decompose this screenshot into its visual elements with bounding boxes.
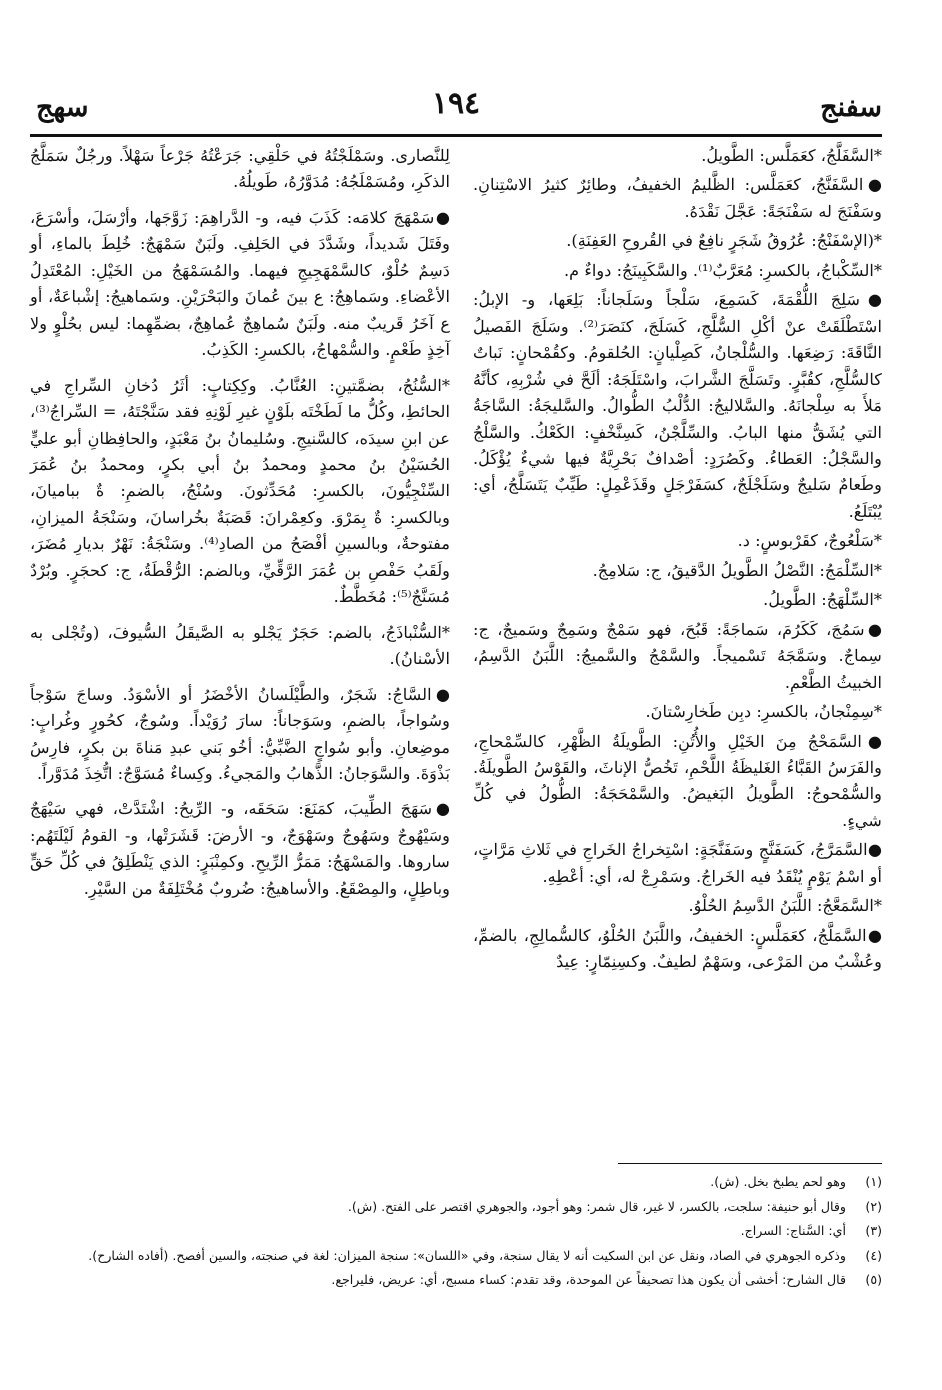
entry-silmaj: *السِّلْمَجُ: النَّصْلُ الطَّويلُ الدَّقيقُ، ج: سَلامِجُ.	[592, 560, 882, 580]
footnotes	[60, 1170, 882, 1293]
entry-samuj: ●سَمُجَ، كَكَرُمَ، سَماجَةً: قَبُحَ، فهو سَمْجٌ وسَمِجٌ وسَميجٌ، ج: سِماجٌ. وسَمَّجَهُ تَسْميجاً. والسَّمْجُ والسَّميجُ: اللَّبَنُ الدَّسِمُ، الخبيثُ الطَّعْمِ.	[473, 619, 882, 692]
entry-sahaj: ●سَهَجَ الطِّيبَ، كمَنَعَ: سَحَقَه، و- الرِّيحُ: اشْتَدَّتْ، فهي سَيْهَجٌ وسَيْهُوجٌ وسَهُوجٌ وسَهْوَجٌ، و- الأرضَ: قَشَرَتْها، و- القومُ لَيْلَتَهُم: ساروها. والمَسْهَجُ: مَمَرُّ الرِّيحِ. وكمِنْبَرٍ: الذي يَنْطَلِقُ في كُلِّ حَقٍّ وباطِلٍ، والمِصْقَعُ. والأساهيجُ: ضُروبٌ مُخْتَلِفَةٌ من السَّيْرِ.	[30, 799, 450, 898]
footnote	[60, 1170, 882, 1195]
entry-sifannaj: ●السَّفَنَّجُ، كعَمَلَّس: الظَّليمُ الخفيفُ، وطائِرٌ كثيرُ الاسْتِنانِ. وسَفْنَجَ له سَفْنَجَةً: عَجَّلَ نَقْدَهُ.	[473, 175, 882, 221]
entry-saj: ●السَّاجُ: شَجَرٌ، والطَّيْلَسانُ الأخْضَرُ أو الأسْوَدُ. وساجَ سَوْجاً وسُواجاً، بالضمِ، وسَوَجاناً: سارَ رُوَيْداً. وسُوجٌ، كحُورٍ وغُرابٍ: موضِعانِ. وأبو سُواجٍ الضَّبِّيُّ: أخُو بَني عبدِ مَناةَ بن بكرٍ، فارِسُ بَذْوَةَ. والسَّوَجانُ: الذَّهابُ والمَجيءُ. وكِساءٌ مُسَوَّجٌ: اتُّخِذَ مُدَوَّراً.	[30, 684, 450, 783]
header-first-word: سفنج	[820, 92, 882, 123]
footnote-text: أي: السَّناج: السراج.	[740, 1223, 846, 1239]
entry-samallaj-cont: لِلنَّصارى. وسَمْلَجْتُهُ في حَلْقِي: جَرَعْتُهُ جَرْعاً سَهْلاً. ورجُلٌ سَمَلَّجُ الذكَرِ، ومُسَمْلَجُهُ: مُدَوَّرُهُ، طَويلُهُ.	[30, 146, 450, 192]
footnote-number: (٣)	[865, 1223, 882, 1239]
entry-salij: ●سَلِجَ اللُّقْمَةَ، كَسَمِعَ، سَلْجاً وسَلَجاناً: بَلِعَها، و- الإبلُ: اسْتَطْلَقَتْ عنْ أكْلِ السُّلَّجِ، كَسَلَجَ، كنَصَرَ⁽²⁾. وسَلَجَ الفَصيلُ النَّاقَةَ: رَضِعَها. والسُّلْجانُ، كَصِلْيانٍ: الحُلقومُ. وكقُمْحانٍ: نَباتٌ كالسُّلَّجِ، كقُبَّرٍ. وتَسَلَّجَ الشَّرابَ، واسْتَلَجَهُ: ألَحَّ في شُرْبِهِ، كأنَّهُ مَلأَ به سِلْجانَهُ. والسَّلاليجُ: الدُّلْبُ الطُّوالُ. والسَّليجَةُ: السَّاجَةُ التي يُشَقُّ منها البابُ. والسِّلَّجْنُ، كَسِنَّخْفٍ: الكَعْكُ. والسَّلْجُ والسَّجْلُ: العَطاءُ. وكَصُرَدٍ: أصْدافٌ بَحْرِيَّةٌ فيها شيءٌ يُؤْكَلُ. وطَعامٌ سَليجٌ وسَلَجْلَجٌ، كسَفَرْجَلٍ وقَذَعْمِلٍ: طَيِّبٌ يَتَسَلَّجُ، أي: يُبْتَلَعُ.	[473, 290, 882, 521]
entry-samallaj: ●السَّمَلَّجُ، كعَمَلَّسٍ: الخفيفُ، واللَّبَنُ الحُلْوُ، كالسُّمالِجِ، بالضمِّ، وعُشْبٌ من المَرْعى، وسَهْمٌ لطيفٌ. وكسِنِمّارٍ: عِيدٌ	[473, 925, 882, 972]
footnote-rule	[618, 1163, 882, 1164]
entry-sunbadhaj: *السُّنْباذَجُ، بالضم: حَجَرٌ يَجْلو به الصَّيقَلُ السُّيوفَ، (وتُجْلى به الأسْنانُ).	[30, 622, 450, 669]
entry-samhaj-kalam: ●سَمْهَجَ كلامَه: كَذَبَ فيه، و- الدَّراهِمَ: زَوَّجَها، وأرْسَلَ، وأسْرَعَ، وفَتَلَ شَديداً، وشَدَّدَ في الحَلِفِ. ولَبَنٌ سَمْهَجٌ: خُلِطَ بالماءِ، أو دَسِمٌ حُلْوٌ، كالسَّمْهَجِيجِ فيهما. والمُسَمْهَجُ من الخَيْلِ: المُعْتَدِلُ الأعْضاءِ. وسَماهِجُ: ع بينَ عُمانَ والبَحْرَيْنِ. وسَماهيجُ: إشْباعَةٌ، أو ع آخَرُ قَريبٌ منه. ولَبَنٌ سُماهِجٌ عُماهِجٌ، بضمِّهِما: ليس بحُلْوٍ ولا آخِذٍ طَعْمٍ. والسُّمْهاجُ، بالكسرِ: الكَذِبُ.	[30, 207, 450, 360]
entry-salauj: *سَلْعُوجٌ، كقَرْبوسٍ: د.	[737, 531, 882, 551]
footnote-number: (٢)	[865, 1198, 882, 1214]
footnote	[60, 1268, 882, 1293]
header-rule	[30, 134, 882, 137]
entry-sifillaj: *السَّفَلَّجُ، كعَمَلَّس: الطَّويلُ.	[701, 146, 882, 165]
entry-samarraj: ●السَّمَرَّجُ، كَسَفَنَّجٍ وسَفَنَّجَةٍ: اسْتِخراجُ الخَراجِ في ثَلاثِ مَرَّاتٍ، أو اسْمُ يَوْمٍ يُنْقَدُ فيه الخَراجُ. وسَمْرِجْ له، أي: أعْطِهِ.	[473, 840, 882, 886]
entry-samaaj: *السَّمَعَّجُ: اللَّبَنُ الدَّسِمُ الحُلْوُ.	[688, 896, 882, 916]
footnote	[60, 1195, 882, 1220]
header-last-word: سهج	[36, 92, 89, 123]
footnote-text: وهو لحم يطبخ بخل. (ش).	[710, 1174, 846, 1189]
footnote	[60, 1244, 882, 1269]
right-column	[473, 143, 882, 979]
page-number: ١٩٤	[431, 86, 481, 121]
left-column	[30, 143, 450, 911]
footnote	[60, 1219, 882, 1244]
entry-siminjan: *سِمِنْجانُ، بالكسرِ: دبِن طَخارِسْتانَ.	[645, 702, 882, 722]
footnote-number: (١)	[865, 1174, 882, 1189]
entry-isfanj: *(الإسْفَنْجُ: عُرُوقُ شَجَرٍ نافِعٌ في القُروحِ العَفِنَةِ).	[566, 231, 882, 251]
entry-sunuj: *السُّنُجُ، بضمَّتينِ: العُنَّابُ. وكِكِتابٍ: أثَرُ دُخانِ السِّراجِ في الحائطِ، وكُلُّ ما لَطَخْتَه بلَوْنٍ غيرِ لَوْنِهِ فقد سَنَّجْتَهُ، = السِّراجُ⁽³⁾، عن ابنِ سيدَه، كالسَّنيجِ. وسُليمانُ بنُ مَعْبَدٍ، والحافِظانِ أبو عليٍّ الحُسَيْنُ بنُ محمدٍ ومحمدُ بنُ أبي بكرٍ، ومحمدُ بنُ عُمَرَ السِّنْجِيُّونَ، بالكسرِ: مُحَدِّثونَ. وسُنْجُ، بالضمِ: ةٌ بباميانَ، وبالكسرِ: ةٌ بِمَرْوَ. وكعِمْرانَ: قَصَبَةٌ بخُراسانَ، وسَنْجَةُ الميزانِ، مفتوحةٌ، وبالسينِ أفْصَحُ من الصادِ⁽⁴⁾. وسَنْجَةُ: نَهْرٌ بديارِ مُضَرَ، ولَقَبُ حَفْصِ بن عُمَرَ الرَّقِّيِّ، وبالضم: الرُّقْطَةُ، ج: كحجَرٍ. وبُرْدٌ مُسَنَّجٌ⁽⁵⁾: مُخَطَّطٌ.	[30, 375, 450, 607]
entry-sikbaj: *السِّكْباجُ، بالكسرِ: مُعَرَّبٌ⁽¹⁾. والسَّكَبِينَجُ: دواءٌ م.	[564, 260, 882, 280]
running-head	[30, 86, 882, 136]
footnote-text: وذكره الجوهري في الصاد، ونقل عن ابن السكيت أنه لا يقال سنجة، وفي «اللسان»: سنجة الميزان: لغة في صنجته، والسين أفصح. (أفاده الشارح).	[88, 1247, 846, 1263]
entry-silhaj: *السِّلْهَجُ: الطَّويلُ.	[763, 590, 882, 610]
footnote-number: (٤)	[865, 1247, 882, 1263]
footnote-number: (٥)	[865, 1272, 882, 1288]
entry-samhaj: ●السَّمَحْجُ مِنَ الخَيْلِ والأُتُنِ: الطَّويلَةُ الظَّهْرِ، كالسِّمْحاجِ، والفَرَسُ القَبَّاءُ الغَليظَةُ اللَّحْمِ، تَخُصُّ الإناثَ، والقَوْسُ الطَّويلَةُ. والسُّمْحوجُ: الطَّويلُ البَغيضُ. والسَّمْحَجَةُ: الطُّولُ في كُلِّ شيءٍ.	[473, 731, 882, 830]
footnote-text: قال الشارح: أخشى أن يكون هذا تصحيفاً عن الموحدة، وقد تقدم: كساء مسبج، أي: عريض، فليراجع.	[331, 1272, 846, 1288]
footnote-text: وقال أبو حنيفة: سلجت، بالكسر، لا غير، قال شمر: وهو أجود، والجوهري اقتصر على الفتح. (ش).	[347, 1198, 846, 1214]
